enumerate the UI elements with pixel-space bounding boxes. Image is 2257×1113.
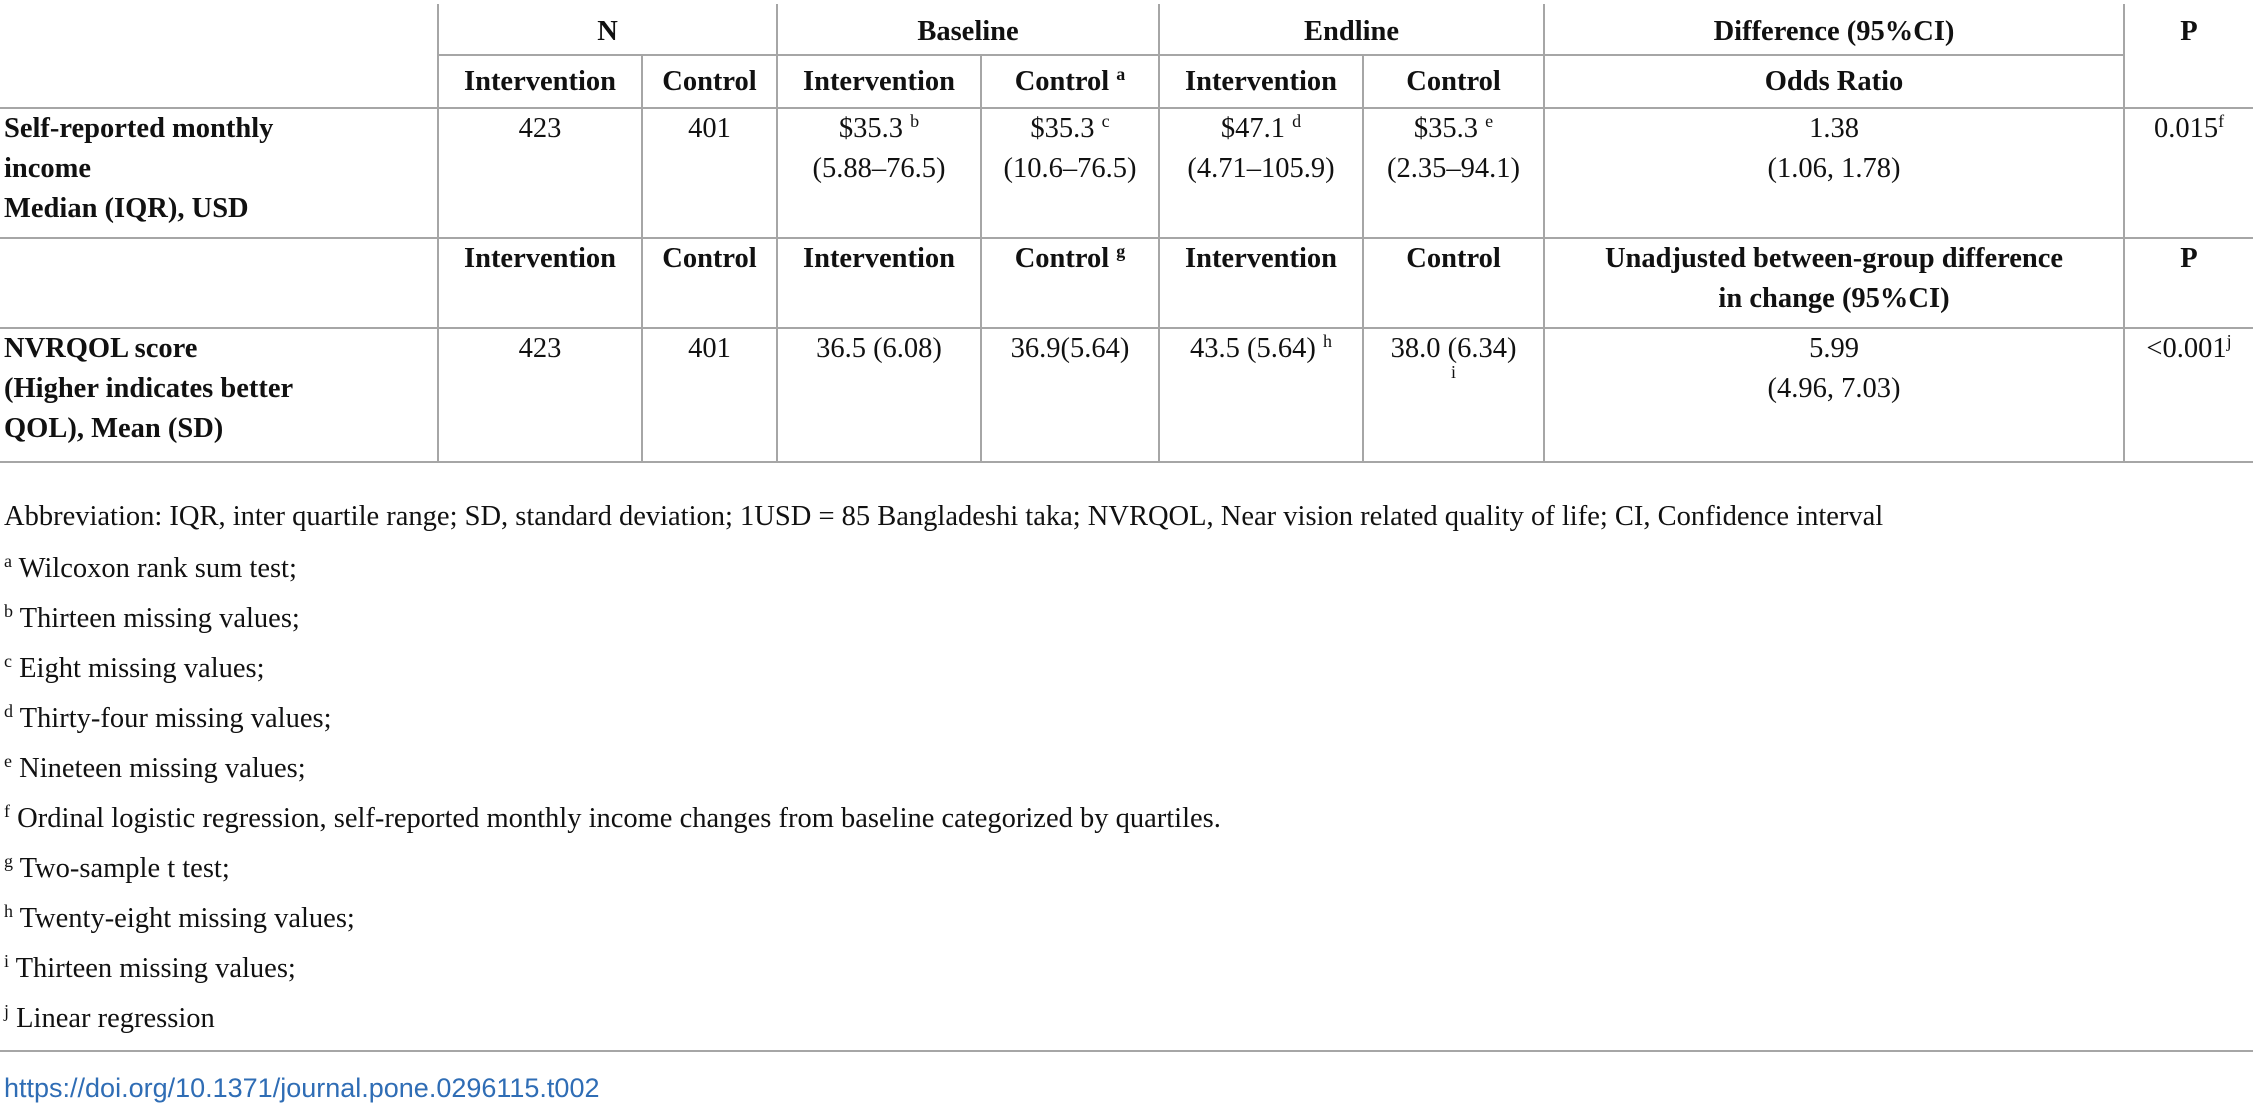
income-endline-control: $35.3 $^e$ (2.35–94.1) [1363, 108, 1544, 238]
income-baseline-intervention: $35.3 $^b$ (5.88–76.5) [777, 108, 981, 238]
header-baseline: Baseline [777, 4, 1159, 55]
nvrqol-label: NVRQOL score (Higher indicates better QOL), Mean (SD) [0, 328, 438, 462]
doi-link[interactable]: https://doi.org/10.1371/journal.pone.0296115.t002 [4, 1073, 600, 1103]
sub1-baseline-intervention: Intervention [777, 55, 981, 108]
nvrqol-p-value: $<0.001^j$ [2124, 328, 2253, 462]
subheader-row-2 [0, 238, 2253, 328]
sub1-endline-control: Control [1363, 55, 1544, 108]
income-p-value: 0.015$^f$ [2124, 108, 2253, 238]
sub1-n-intervention: Intervention [438, 55, 642, 108]
sub1-n-control: Control [642, 55, 777, 108]
sub2-difference: Unadjusted between-group difference in change (95%CI) [1544, 238, 2124, 328]
footnote-c: $^c$ Eight missing values; [4, 651, 265, 684]
income-row [0, 108, 2253, 238]
footnote-f: $^f$ Ordinal logistic regression, self-reported monthly income changes from baseline categorized by quartiles. [4, 801, 1221, 834]
sub2-n-intervention: Intervention [438, 238, 642, 328]
income-baseline-control: $35.3 $^c$ (10.6–76.5) [981, 108, 1159, 238]
header-p: P [2124, 4, 2253, 108]
header-endline: Endline [1159, 4, 1544, 55]
table-notes [4, 497, 2244, 1049]
footnote-j: $^j$ Linear regression [4, 1001, 215, 1034]
results-table [0, 4, 2253, 463]
sub2-baseline-intervention: Intervention [777, 238, 981, 328]
nvrqol-n-control: 401 [642, 328, 777, 462]
income-label: Self-reported monthly income Median (IQR), USD [0, 108, 438, 238]
subheader2-blank [0, 238, 438, 328]
nvrqol-row [0, 328, 2253, 462]
abbreviation-note: Abbreviation: IQR, inter quartile range; SD, standard deviation; 1USD = 85 Bangladeshi taka; NVRQOL, Near vision related quality of life; CI, Confidence interval [4, 501, 1884, 532]
sub2-n-control: Control [642, 238, 777, 328]
sub1-odds-ratio: Odds Ratio [1544, 55, 2124, 108]
sub2-endline-control: Control [1363, 238, 1544, 328]
footnote-b: $^b$ Thirteen missing values; [4, 601, 300, 634]
footnote-h: $^h$ Twenty-eight missing values; [4, 901, 355, 934]
sub1-endline-intervention: Intervention [1159, 55, 1363, 108]
nvrqol-endline-control: 38.0 (6.34) i [1363, 328, 1544, 462]
corner-cell [0, 4, 438, 55]
subheader-blank [0, 55, 438, 108]
subheader-row-1 [0, 55, 2253, 108]
footnote-e: $^e$ Nineteen missing values; [4, 751, 306, 784]
nvrqol-baseline-control: 36.9(5.64) [981, 328, 1159, 462]
sub2-endline-intervention: Intervention [1159, 238, 1363, 328]
nvrqol-endline-intervention: 43.5 (5.64) $^h$ [1159, 328, 1363, 462]
income-n-intervention: 423 [438, 108, 642, 238]
nvrqol-baseline-intervention: 36.5 (6.08) [777, 328, 981, 462]
footnote-g: $^g$ Two-sample t test; [4, 851, 230, 884]
sub1-baseline-control: Control $^a$ [981, 55, 1159, 108]
nvrqol-difference: 5.99 (4.96, 7.03) [1544, 328, 2124, 462]
header-difference: Difference (95%CI) [1544, 4, 2124, 55]
sub2-baseline-control: Control $^g$ [981, 238, 1159, 328]
income-n-control: 401 [642, 108, 777, 238]
income-odds-ratio: 1.38 (1.06, 1.78) [1544, 108, 2124, 238]
footnote-ref: a [1116, 64, 1126, 84]
header-n: N [438, 4, 777, 55]
sub2-p: P [2124, 238, 2253, 328]
bottom-rule [0, 1050, 2253, 1052]
footnote-a: $^a$ Wilcoxon rank sum test; [4, 551, 297, 584]
income-endline-intervention: $47.1 $^d$ (4.71–105.9) [1159, 108, 1363, 238]
footnote-i: $^i$ Thirteen missing values; [4, 951, 296, 984]
nvrqol-n-intervention: 423 [438, 328, 642, 462]
footnote-d: $^d$ Thirty-four missing values; [4, 701, 332, 734]
footnote-ref: g [1116, 241, 1126, 261]
group-header-row [0, 4, 2253, 55]
